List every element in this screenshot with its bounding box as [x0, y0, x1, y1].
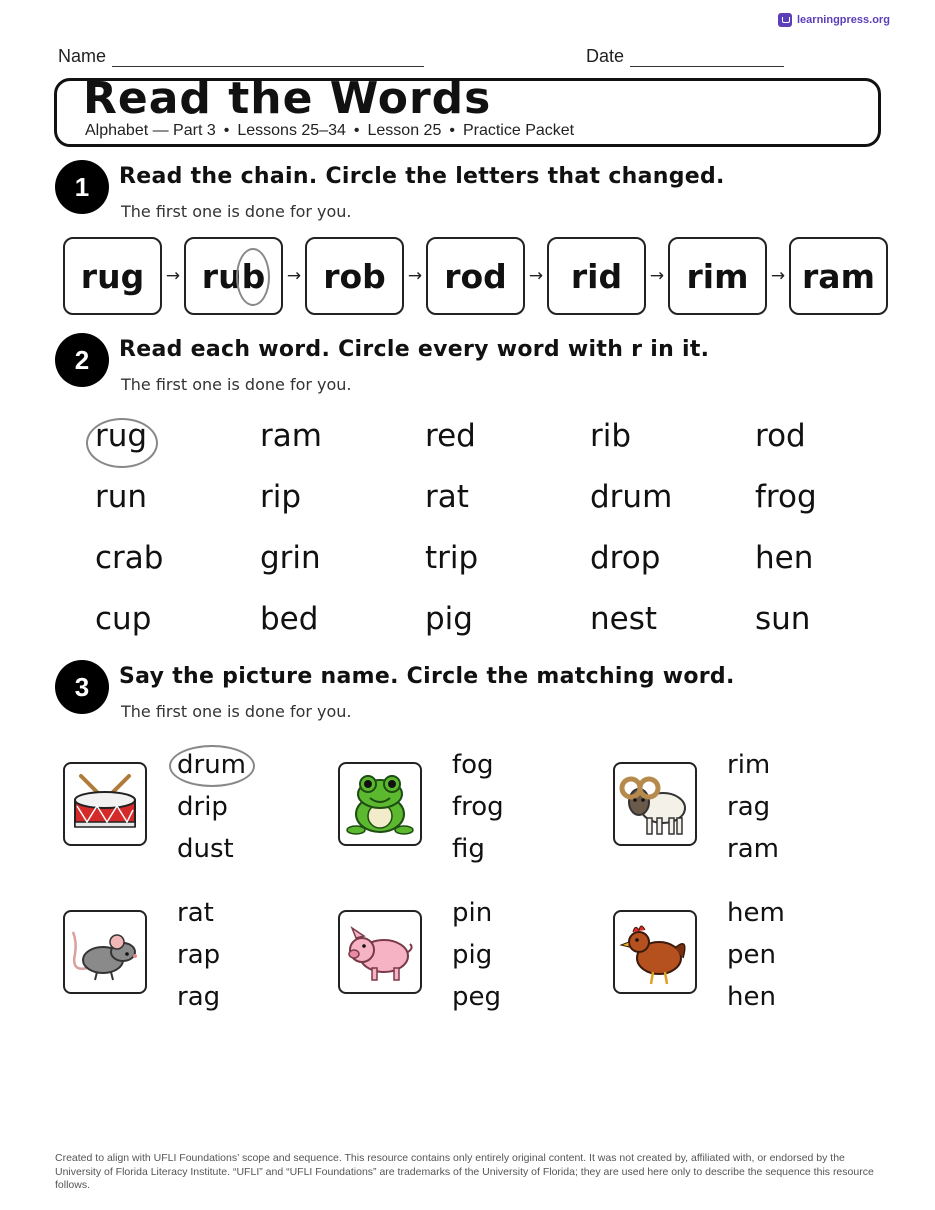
- chain-word[interactable]: rim: [668, 237, 767, 315]
- word-item[interactable]: grin: [260, 540, 321, 576]
- section-instruction: Read the chain. Circle the letters that changed.: [119, 164, 725, 189]
- subtitle-separator: •: [353, 122, 360, 139]
- section-note: The first one is done for you.: [121, 202, 352, 221]
- rat-icon: [63, 910, 147, 994]
- choice-list: [177, 892, 220, 1018]
- name-label: Name: [58, 46, 107, 66]
- subtitle-separator: •: [449, 122, 455, 139]
- brand-name: learningpress.org: [797, 14, 890, 26]
- arrow-right-icon: →: [649, 266, 665, 286]
- word-chain: [63, 237, 888, 315]
- choice-word[interactable]: fog: [452, 750, 494, 780]
- subtitle-separator: •: [223, 122, 230, 139]
- choice-list: [452, 744, 504, 870]
- section-note: The first one is done for you.: [121, 702, 352, 721]
- word-item[interactable]: rat: [425, 479, 469, 515]
- section-note: The first one is done for you.: [121, 375, 352, 394]
- word-item[interactable]: rip: [260, 479, 302, 515]
- date-label: Date: [586, 46, 625, 66]
- choice-word[interactable]: ram: [727, 834, 779, 864]
- arrow-right-icon: →: [528, 266, 544, 286]
- word-item[interactable]: crab: [95, 540, 164, 576]
- arrow-right-icon: →: [286, 266, 302, 286]
- choice-word[interactable]: drip: [177, 792, 228, 822]
- name-field[interactable]: [58, 46, 424, 67]
- choice-word[interactable]: pin: [452, 898, 493, 928]
- chain-word[interactable]: rub: [184, 237, 283, 315]
- choice-word[interactable]: pig: [452, 940, 493, 970]
- word-item[interactable]: nest: [590, 601, 658, 637]
- choice-word[interactable]: hem: [727, 898, 785, 928]
- word-item[interactable]: frog: [755, 479, 817, 515]
- section-instruction: Read each word. Circle every word with r in it.: [119, 337, 710, 362]
- picture-item: [63, 744, 313, 874]
- subtitle-part: Alphabet — Part 3: [85, 122, 216, 139]
- hen-icon: [613, 910, 697, 994]
- word-item[interactable]: cup: [95, 601, 152, 637]
- word-item[interactable]: ram: [260, 418, 322, 454]
- chain-word[interactable]: ram: [789, 237, 888, 315]
- word-item[interactable]: rod: [755, 418, 806, 454]
- book-logo-icon: [778, 13, 792, 27]
- subtitle-lesson: Lesson 25: [367, 122, 442, 139]
- brand-link[interactable]: [778, 13, 890, 27]
- arrow-right-icon: →: [407, 266, 423, 286]
- word-item[interactable]: rib: [590, 418, 632, 454]
- choice-list: [727, 744, 779, 870]
- frog-icon: [338, 762, 422, 846]
- word-item[interactable]: sun: [755, 601, 811, 637]
- word-grid: [95, 418, 920, 662]
- date-field[interactable]: [586, 46, 784, 67]
- choice-word[interactable]: dust: [177, 834, 234, 864]
- word-item[interactable]: hen: [755, 540, 814, 576]
- chain-word[interactable]: rod: [426, 237, 525, 315]
- choice-word[interactable]: drum: [177, 744, 246, 786]
- footer-disclaimer: Created to align with UFLI Foundations’ scope and sequence. This resource contains only entirely original content. It was not created by, affiliated with, or endorsed by the University of Florida Literacy Institute. “UFLI” and “UFLI Foundations” are trademarks of the University of Florida; they are used here only to describe the sequence this resource follows.: [55, 1152, 874, 1191]
- word-item[interactable]: drop: [590, 540, 661, 576]
- subtitle-lessons: Lessons 25–34: [237, 122, 346, 139]
- date-line[interactable]: [630, 49, 784, 67]
- word-item[interactable]: red: [425, 418, 476, 454]
- drum-icon: [63, 762, 147, 846]
- section-number: 3: [55, 660, 109, 714]
- name-line[interactable]: [112, 49, 424, 67]
- word-item[interactable]: bed: [260, 601, 319, 637]
- pig-icon: [338, 910, 422, 994]
- answer-circle: [236, 248, 270, 306]
- choice-word[interactable]: hen: [727, 982, 776, 1012]
- picture-item: [338, 892, 588, 1022]
- title-box: [54, 73, 881, 147]
- picture-item: [613, 744, 863, 874]
- section-number: 2: [55, 333, 109, 387]
- word-item[interactable]: run: [95, 479, 148, 515]
- choice-word[interactable]: fig: [452, 834, 485, 864]
- word-item[interactable]: trip: [425, 540, 479, 576]
- arrow-right-icon: →: [770, 266, 786, 286]
- picture-item: [613, 892, 863, 1022]
- page-title: Read the Words: [83, 73, 492, 124]
- choice-word[interactable]: rag: [727, 792, 771, 822]
- word-item[interactable]: rug: [95, 418, 260, 479]
- subtitle-type: Practice Packet: [462, 122, 575, 139]
- choice-word[interactable]: rim: [727, 750, 771, 780]
- arrow-right-icon: →: [165, 266, 181, 286]
- choice-word[interactable]: rag: [177, 982, 221, 1012]
- choice-word[interactable]: peg: [452, 982, 502, 1012]
- chain-word[interactable]: rid: [547, 237, 646, 315]
- picture-item: [63, 892, 313, 1022]
- word-item[interactable]: drum: [590, 479, 673, 515]
- choice-word[interactable]: frog: [452, 792, 504, 822]
- word-item[interactable]: pig: [425, 601, 473, 637]
- choice-word[interactable]: rap: [177, 940, 221, 970]
- choice-list: [177, 744, 246, 870]
- choice-list: [452, 892, 501, 1018]
- subtitle: [85, 122, 574, 140]
- chain-word[interactable]: rug: [63, 237, 162, 315]
- choice-word[interactable]: rat: [177, 898, 214, 928]
- choice-list: [727, 892, 785, 1018]
- picture-item: [338, 744, 588, 874]
- ram-icon: [613, 762, 697, 846]
- chain-word[interactable]: rob: [305, 237, 404, 315]
- section-number: 1: [55, 160, 109, 214]
- section-instruction: Say the picture name. Circle the matching word.: [119, 664, 735, 689]
- choice-word[interactable]: pen: [727, 940, 776, 970]
